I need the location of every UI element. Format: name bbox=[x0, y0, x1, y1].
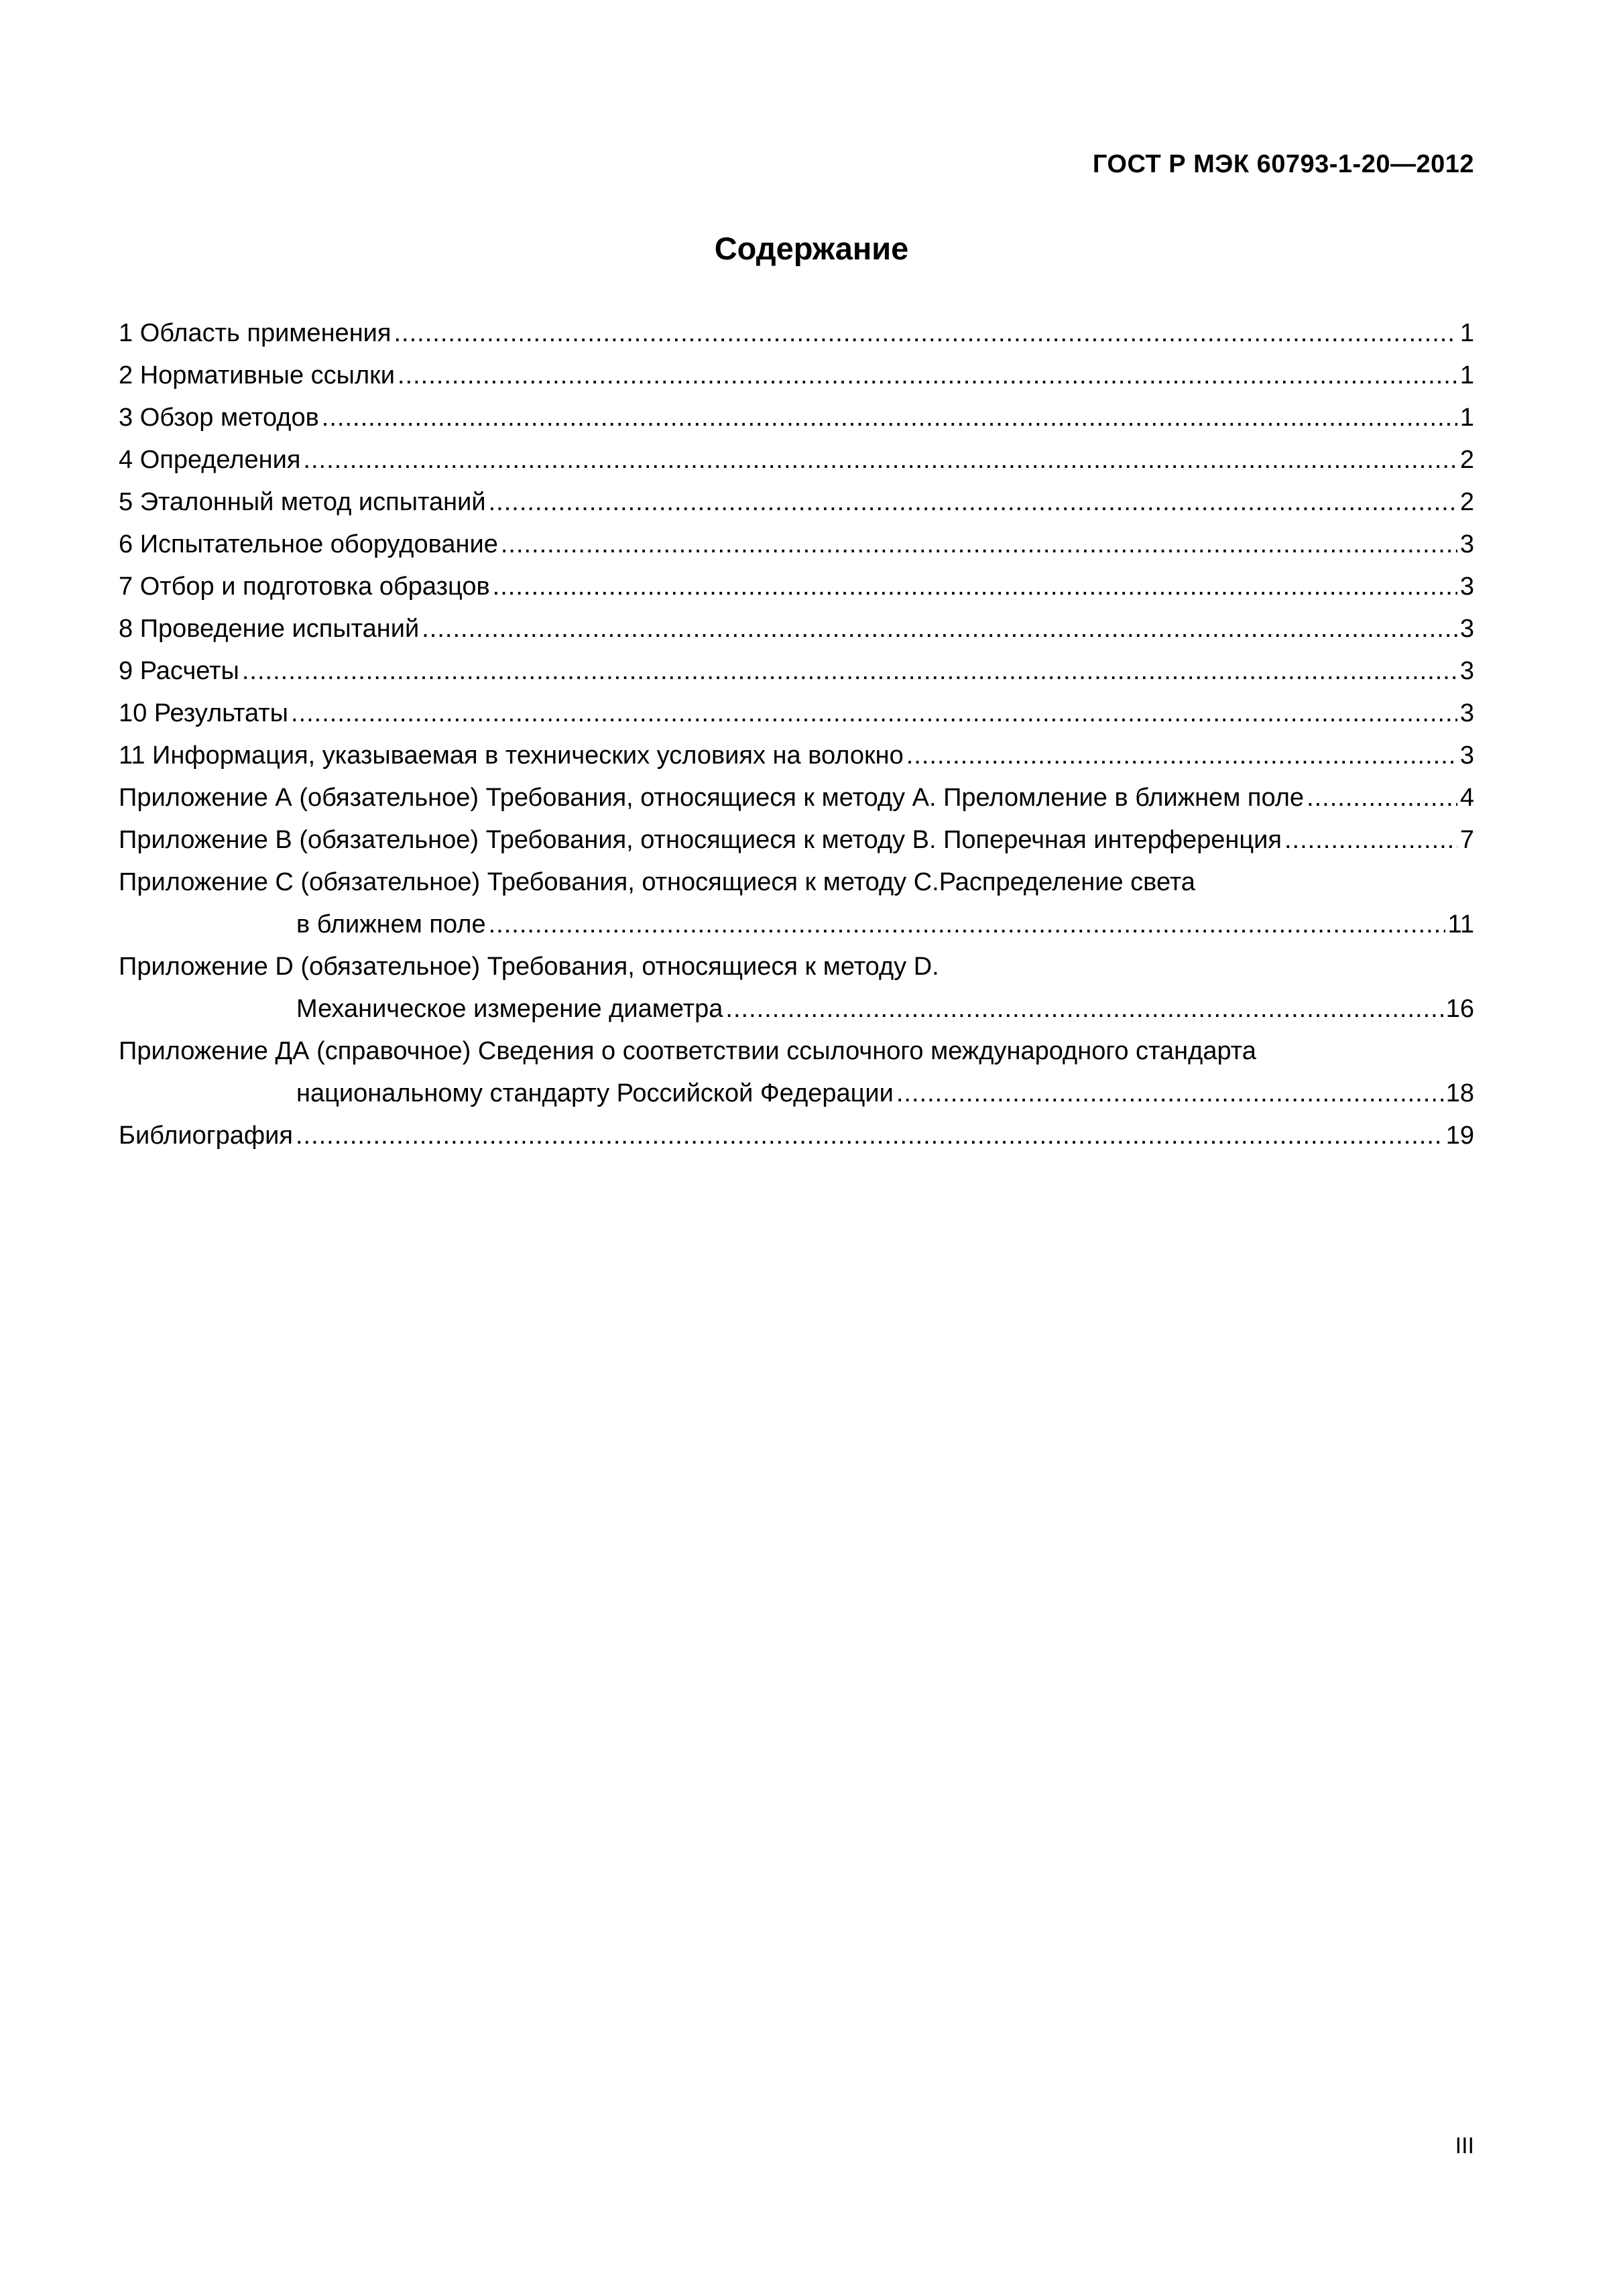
toc-entry-text: Приложение А (обязательное) Требования, относящиеся к методу А. Преломление в ближнем поле bbox=[119, 784, 1305, 812]
toc-entry-page: 3 bbox=[1459, 699, 1474, 727]
toc-entry-text: 6 Испытательное оборудование bbox=[119, 530, 498, 558]
toc-entry-page: 19 bbox=[1445, 1122, 1474, 1150]
toc-entry-text: 2 Нормативные ссылки bbox=[119, 361, 395, 389]
toc-entry[interactable] bbox=[119, 608, 1474, 650]
toc-entry-text: Механическое измерение диаметра bbox=[296, 995, 723, 1023]
toc-entry-text: 4 Определения bbox=[119, 446, 301, 474]
toc-entry-page: 3 bbox=[1459, 572, 1474, 601]
toc-entry[interactable] bbox=[119, 397, 1474, 439]
toc-entry-appendix-c-line2[interactable] bbox=[119, 904, 1474, 946]
toc-entry-text: 5 Эталонный метод испытаний bbox=[119, 488, 486, 516]
toc-entry-page: 3 bbox=[1459, 741, 1474, 770]
dot-leader bbox=[489, 481, 1457, 524]
dot-leader bbox=[322, 397, 1457, 439]
dot-leader bbox=[242, 650, 1457, 692]
dot-leader bbox=[422, 608, 1457, 650]
toc-entry-page: 3 bbox=[1459, 657, 1474, 685]
toc-entry-text: в ближнем поле bbox=[296, 910, 486, 939]
toc-entry-text: национальному стандарту Российской Федерации bbox=[296, 1079, 894, 1107]
dot-leader bbox=[725, 988, 1443, 1030]
toc-entry-page: 16 bbox=[1445, 995, 1474, 1023]
toc-entry-page: 3 bbox=[1459, 530, 1474, 558]
dot-leader bbox=[906, 735, 1457, 777]
dot-leader bbox=[501, 524, 1457, 566]
toc-entry-bibliography[interactable] bbox=[119, 1115, 1474, 1157]
toc-entry-appendix-da-line2[interactable] bbox=[119, 1073, 1474, 1115]
toc-entry-text: 1 Область применения bbox=[119, 319, 392, 347]
toc-entry[interactable] bbox=[119, 650, 1474, 692]
toc-entry[interactable] bbox=[119, 524, 1474, 566]
toc-entry[interactable] bbox=[119, 566, 1474, 608]
toc-entry[interactable] bbox=[119, 735, 1474, 777]
document-code: ГОСТ Р МЭК 60793-1-20—2012 bbox=[1092, 150, 1474, 178]
toc-entry-appendix-da-line1[interactable] bbox=[119, 1030, 1474, 1073]
dot-leader bbox=[1284, 819, 1457, 861]
toc-entry[interactable] bbox=[119, 481, 1474, 524]
toc-entry-text: 7 Отбор и подготовка образцов bbox=[119, 572, 490, 601]
toc-entry[interactable] bbox=[119, 355, 1474, 397]
toc-entry-text: 8 Проведение испытаний bbox=[119, 615, 420, 643]
toc-entry-text: Приложение D (обязательное) Требования, относящиеся к методу D. bbox=[119, 953, 939, 981]
toc-entry-text: Приложение В (обязательное) Требования, относящиеся к методу В. Поперечная интерференция bbox=[119, 826, 1282, 854]
page-number: III bbox=[1455, 2133, 1474, 2159]
toc-entry-page: 1 bbox=[1459, 361, 1474, 389]
toc-entry-page: 1 bbox=[1459, 404, 1474, 432]
dot-leader bbox=[394, 312, 1457, 355]
toc-entry-text: Библиография bbox=[119, 1122, 293, 1150]
toc-entry-text: 10 Результаты bbox=[119, 699, 288, 727]
dot-leader bbox=[896, 1073, 1443, 1115]
dot-leader bbox=[489, 904, 1445, 946]
toc-entry[interactable] bbox=[119, 312, 1474, 355]
toc-entry-text: 9 Расчеты bbox=[119, 657, 239, 685]
toc-entry-appendix-b[interactable] bbox=[119, 819, 1474, 861]
toc-entry-appendix-d-line2[interactable] bbox=[119, 988, 1474, 1030]
toc-entry-appendix-c-line1[interactable] bbox=[119, 861, 1474, 904]
toc-entry-page: 1 bbox=[1459, 319, 1474, 347]
toc-title: Содержание bbox=[714, 231, 909, 266]
toc-entry-appendix-d-line1[interactable] bbox=[119, 946, 1474, 988]
toc-entry-page: 18 bbox=[1445, 1079, 1474, 1107]
toc-entry-page: 11 bbox=[1447, 910, 1474, 939]
toc-entry-page: 7 bbox=[1459, 826, 1474, 854]
toc-entry-appendix-a[interactable] bbox=[119, 777, 1474, 819]
toc-entry-text: 11 Информация, указываемая в технических условиях на волокно bbox=[119, 741, 904, 770]
toc-entry-page: 2 bbox=[1459, 488, 1474, 516]
dot-leader bbox=[303, 439, 1457, 481]
dot-leader bbox=[398, 355, 1457, 397]
toc-entry[interactable] bbox=[119, 692, 1474, 735]
dot-leader bbox=[291, 692, 1457, 735]
toc-entry-text: Приложение С (обязательное) Требования, относящиеся к методу С.Распределение света bbox=[119, 868, 1195, 896]
dot-leader bbox=[296, 1115, 1443, 1157]
toc-entry-page: 4 bbox=[1459, 784, 1474, 812]
dot-leader bbox=[1307, 777, 1457, 819]
toc-entry-text: 3 Обзор методов bbox=[119, 404, 319, 432]
toc-entry-page: 2 bbox=[1459, 446, 1474, 474]
toc-entry-text: Приложение ДА (справочное) Сведения о соответствии ссылочного международного стандарта bbox=[119, 1037, 1256, 1065]
toc-entry[interactable] bbox=[119, 439, 1474, 481]
toc-entry-page: 3 bbox=[1459, 615, 1474, 643]
dot-leader bbox=[493, 566, 1457, 608]
table-of-contents bbox=[119, 312, 1474, 1157]
